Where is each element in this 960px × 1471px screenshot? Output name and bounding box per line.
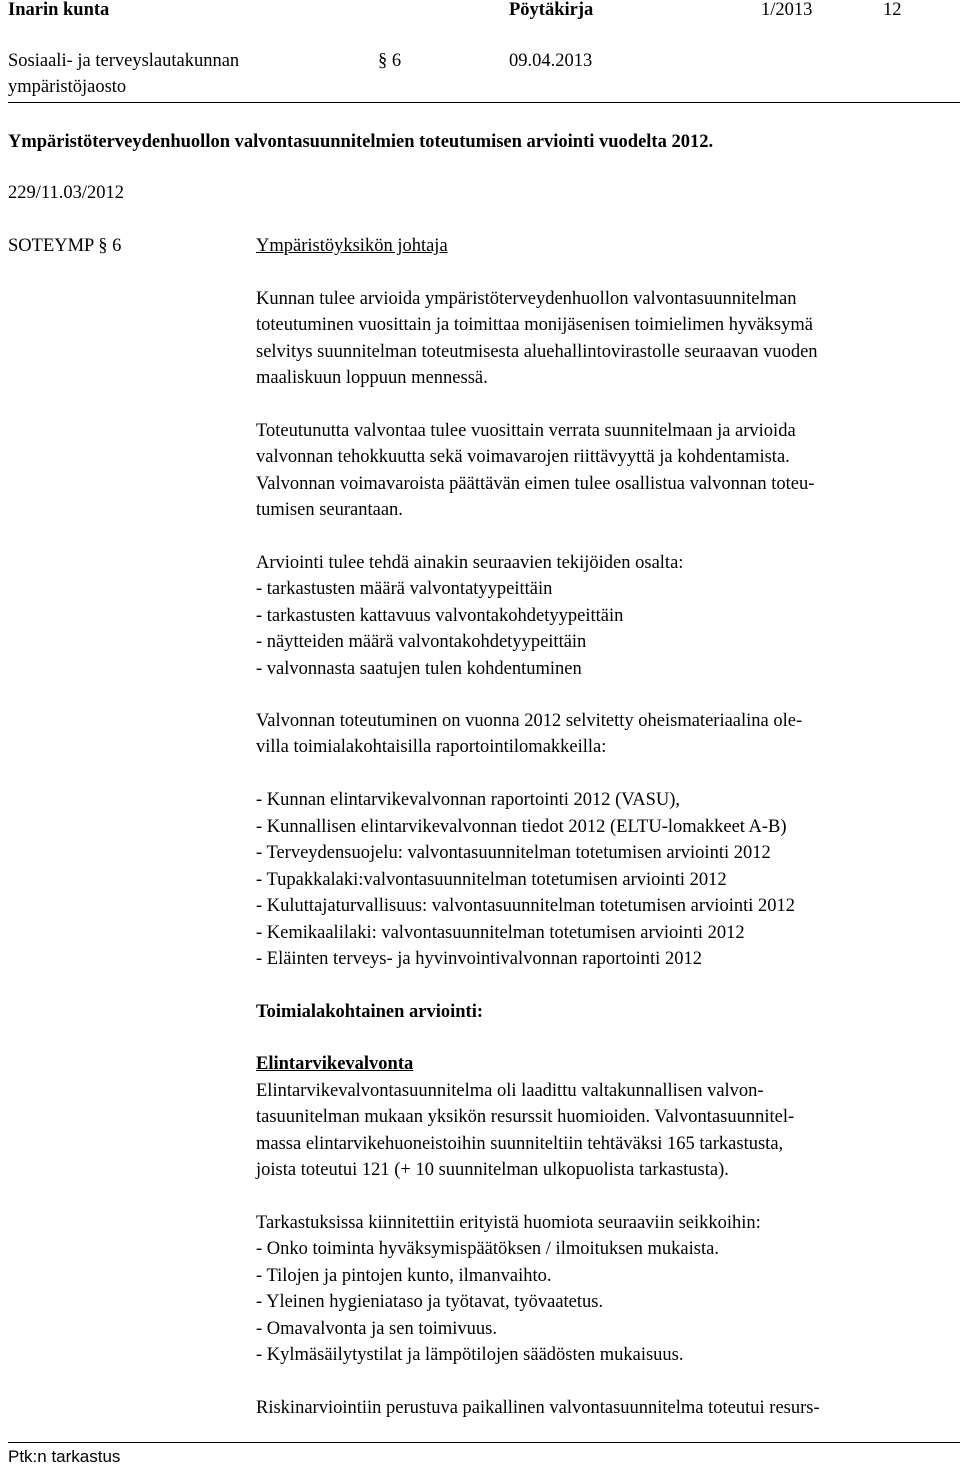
paragraph-line: villa toimialakohtaisilla raportointilomakkeilla: <box>256 737 607 757</box>
paragraph-line: tasuunitelman mukaan yksikön resurssit huomioiden. Valvontasuunnitel- <box>256 1107 795 1127</box>
list-item: - Kylmäsäilytystilat ja lämpötilojen säädösten mukaisuus. <box>256 1345 684 1365</box>
paragraph-line: Arviointi tulee tehdä ainakin seuraavien tekijöiden osalta: <box>256 553 684 573</box>
page-title: Ympäristöterveydenhuollon valvontasuunnitelmien toteutumisen arviointi vuodelta 2012. <box>8 132 714 152</box>
paragraph-line: massa elintarvikehuoneistoihin suunniteltiin tehtäväksi 165 tarkastusta, <box>256 1134 784 1154</box>
list-item: - Tilojen ja pintojen kunto, ilmanvaihto. <box>256 1266 552 1286</box>
municipality-name: Inarin kunta <box>8 0 110 20</box>
section-heading-sector: Toimialakohtainen arviointi: <box>256 1002 484 1022</box>
list-item: - tarkastusten määrä valvontatyypeittäin <box>256 579 553 599</box>
list-item: - Yleinen hygieniataso ja työtavat, työvaatetus. <box>256 1292 604 1312</box>
list-item: - Omavalvonta ja sen toimivuus. <box>256 1319 497 1339</box>
list-item: - Terveydensuojelu: valvontasuunnitelman totetumisen arviointi 2012 <box>256 843 771 863</box>
paragraph-line: maaliskuun loppuun mennessä. <box>256 368 488 388</box>
meeting-date: 09.04.2013 <box>509 51 593 71</box>
list-item: - Kemikaalilaki: valvontasuunnitelman totetumisen arviointi 2012 <box>256 923 745 943</box>
list-item: - Kunnallisen elintarvikevalvonnan tiedot 2012 (ELTU-lomakkeet A-B) <box>256 817 787 837</box>
paragraph-line: valvonnan tehokkuutta sekä voimavarojen riittävyyttä ja kohdentamista. <box>256 447 790 467</box>
reference-number: 229/11.03/2012 <box>8 183 124 203</box>
list-item: - tarkastusten kattavuus valvontakohdetyypeittäin <box>256 606 624 626</box>
list-item: - valvonnasta saatujen tulen kohdentuminen <box>256 659 582 679</box>
paragraph-line: Elintarvikevalvontasuunnitelma oli laadittu valtakunnallisen valvon- <box>256 1081 764 1101</box>
list-item: - näytteiden määrä valvontakohdetyypeittäin <box>256 632 587 652</box>
header-divider <box>8 102 960 103</box>
paragraph-line: joista toteutui 121 (+ 10 suunnitelman ulkopuolista tarkastusta). <box>256 1160 729 1180</box>
committee-name-line1: Sosiaali- ja terveyslautakunnan <box>8 51 240 71</box>
paragraph-line: Tarkastuksissa kiinnitettiin erityistä huomiota seuraaviin seikkoihin: <box>256 1213 761 1233</box>
paragraph-line: Riskinarviointiin perustuva paikallinen valvontasuunnitelma toteutui resurs- <box>256 1398 820 1418</box>
paragraph-line: Toteutunutta valvontaa tulee vuosittain verrata suunnitelmaan ja arvioida <box>256 421 796 441</box>
section-heading-food-control: Elintarvikevalvonta <box>256 1054 414 1074</box>
paragraph-line: toteutuminen vuosittain ja toimittaa monijäsenisen toimielimen hyväksymä <box>256 315 813 335</box>
list-item: - Eläinten terveys- ja hyvinvointivalvonnan raportointi 2012 <box>256 949 702 969</box>
paragraph-line: Valvonnan voimavaroista päättävän eimen tulee osallistua valvonnan toteu- <box>256 474 815 494</box>
list-item: - Kunnan elintarvikevalvonnan raportointi 2012 (VASU), <box>256 790 681 810</box>
section-number: § 6 <box>378 51 402 71</box>
section-label: SOTEYMP § 6 <box>8 236 122 256</box>
committee-name-line2: ympäristöjaosto <box>8 77 127 97</box>
list-item: - Tupakkalaki:valvontasuunnitelman totetumisen arviointi 2012 <box>256 870 727 890</box>
list-item: - Onko toiminta hyväksymispäätöksen / ilmoituksen mukaista. <box>256 1239 719 1259</box>
document-type: Pöytäkirja <box>509 0 594 20</box>
footer-review-label: Ptk:n tarkastus <box>8 1447 121 1466</box>
paragraph-line: tumisen seurantaan. <box>256 500 403 520</box>
list-item: - Kuluttajaturvallisuus: valvontasuunnitelman totetumisen arviointi 2012 <box>256 896 795 916</box>
paragraph-line: Valvonnan toteutuminen on vuonna 2012 selvitetty oheismateriaalina ole- <box>256 711 803 731</box>
document-number: 1/2013 <box>761 0 813 20</box>
paragraph-line: Kunnan tulee arvioida ympäristöterveydenhuollon valvontasuunnitelman <box>256 289 797 309</box>
page-number: 12 <box>883 0 902 20</box>
footer-divider <box>8 1442 960 1443</box>
preparer-title: Ympäristöyksikön johtaja <box>256 236 448 256</box>
paragraph-line: selvitys suunnitelman toteutmisesta aluehallintovirastolle seuraavan vuoden <box>256 342 818 362</box>
